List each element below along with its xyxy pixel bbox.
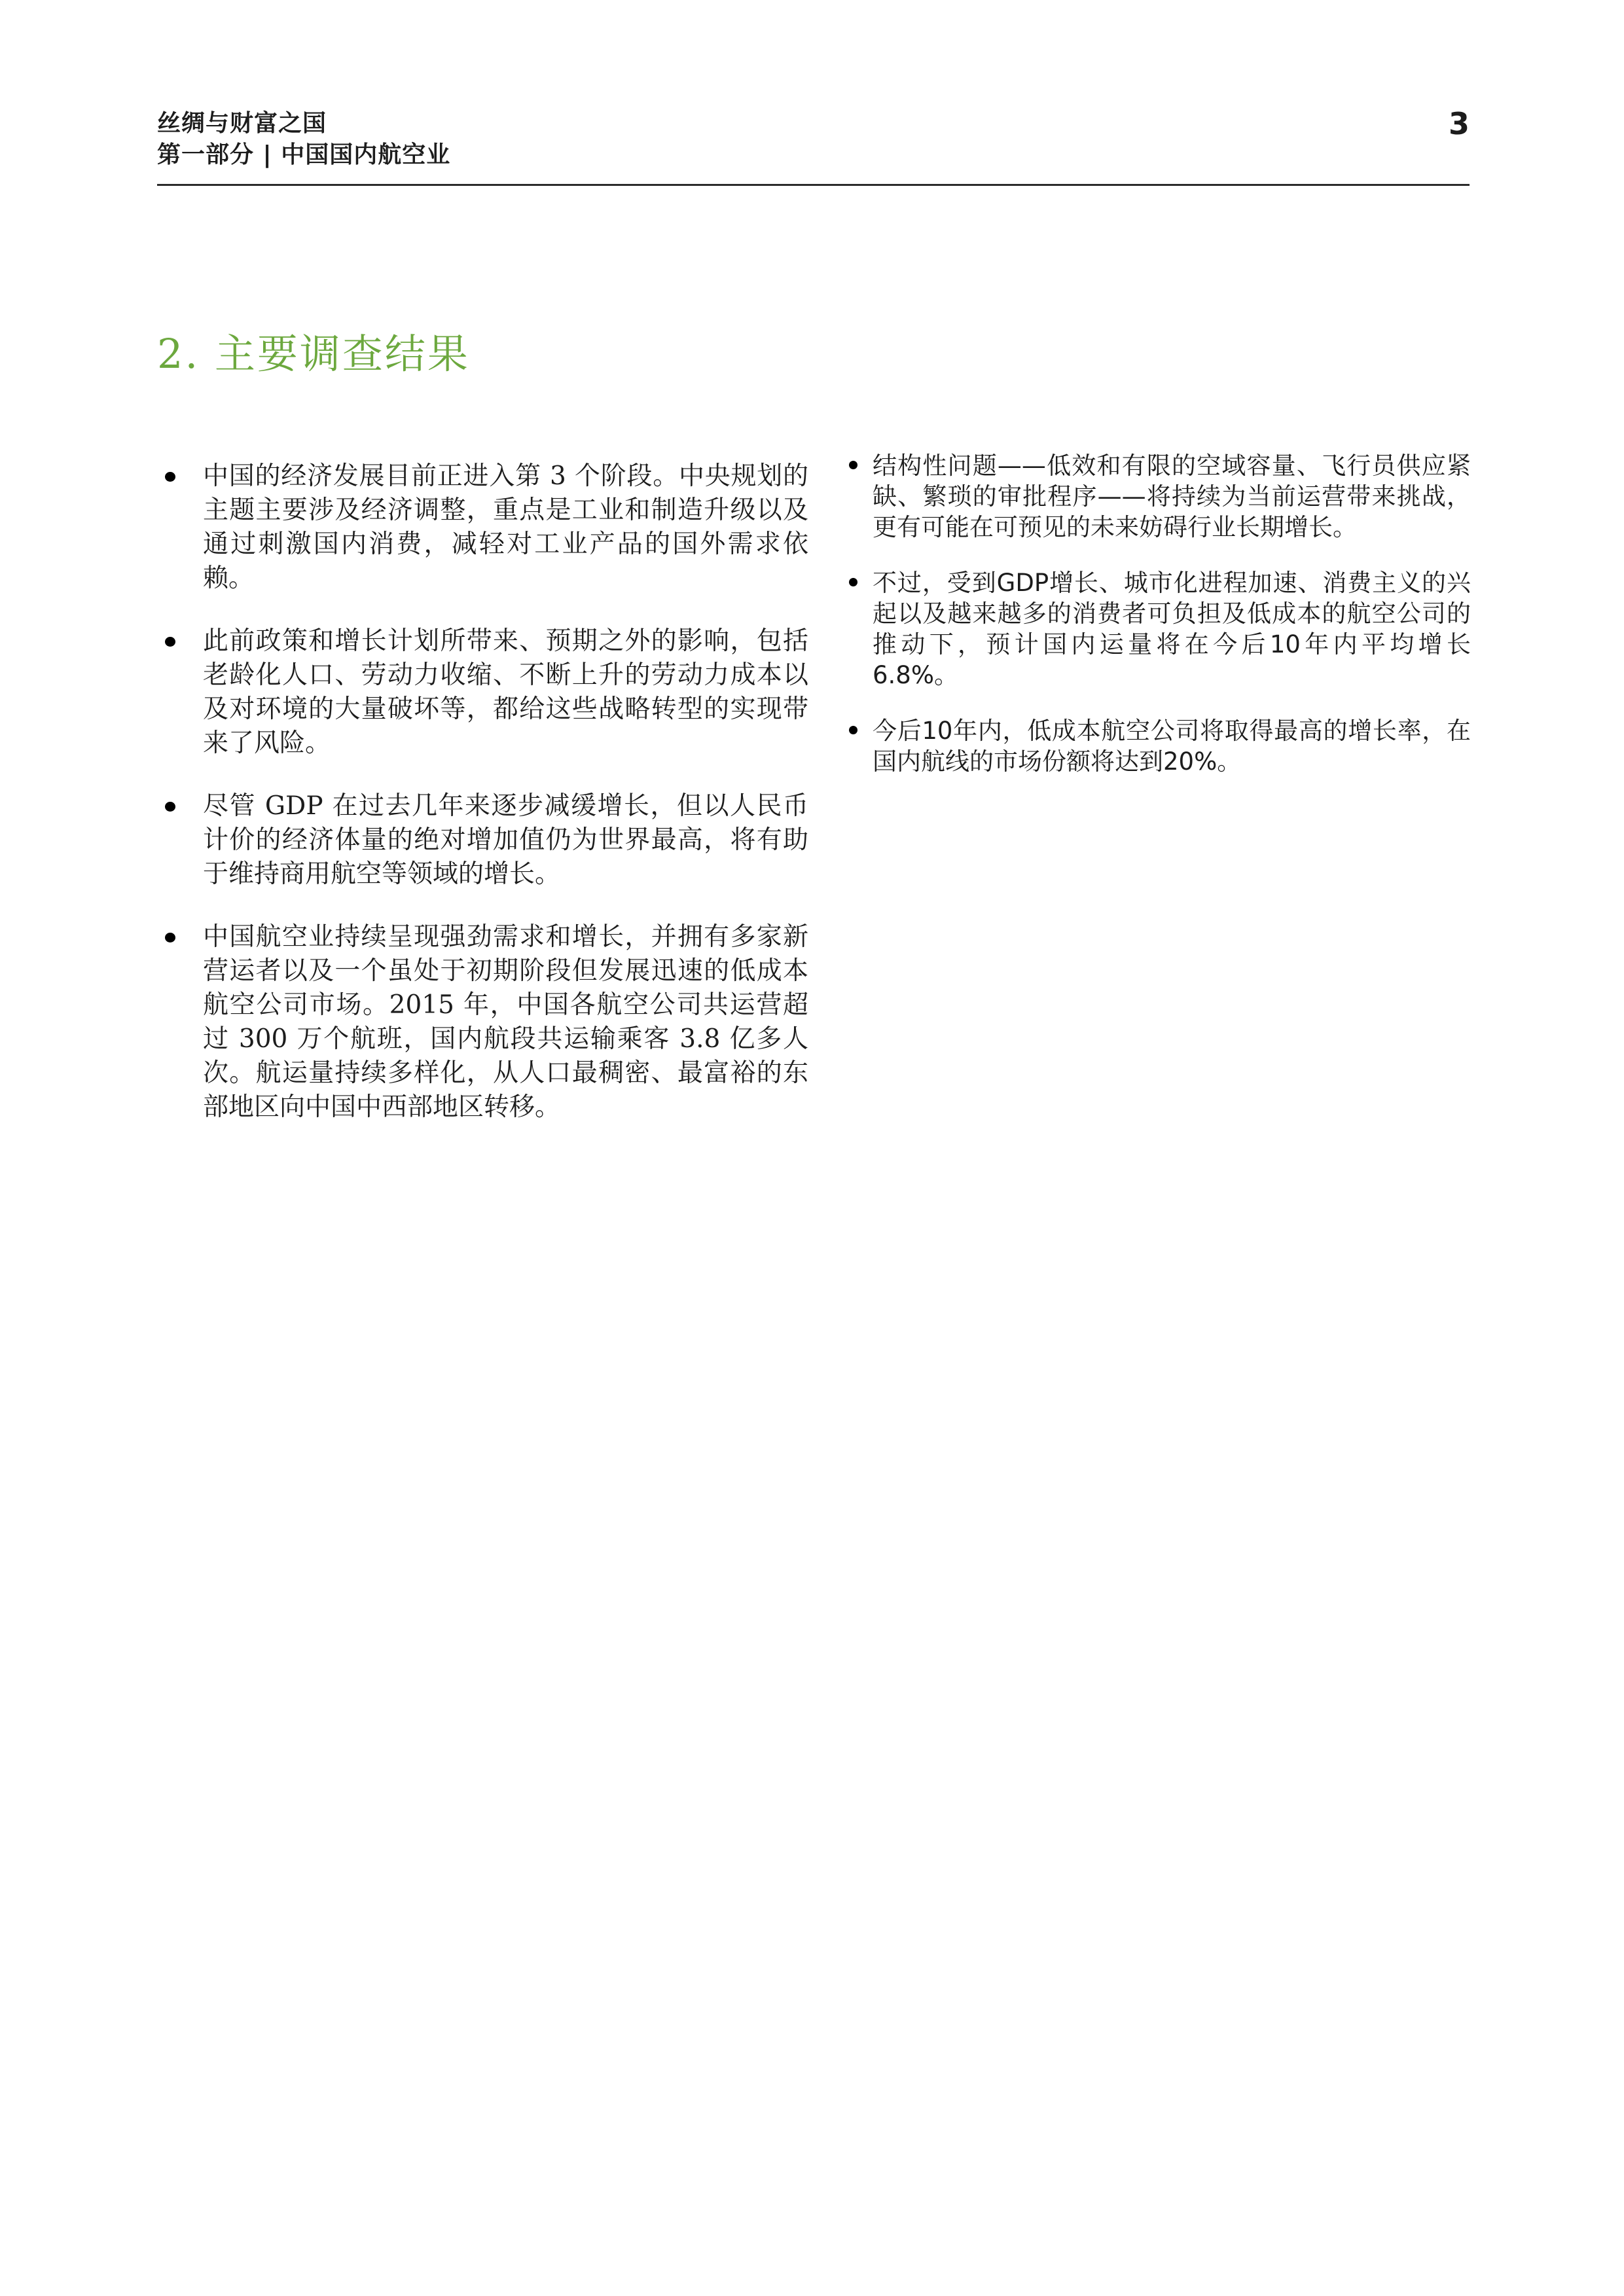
list-item xyxy=(849,715,1471,777)
section-breadcrumb: 第一部分 | 中国国内航空业 xyxy=(157,141,451,168)
list-item xyxy=(849,567,1471,691)
right-column xyxy=(849,450,1471,1124)
bullet-text: 中国的经济发展目前正进入第 3 个阶段。中央规划的主题主要涉及经济调整，重点是工业和制造升级以及通过刺激国内消费，减轻对工业产品的国外需求依赖。 xyxy=(203,461,808,593)
list-item xyxy=(849,450,1471,543)
bullet-icon xyxy=(165,472,175,482)
header-titles xyxy=(157,108,1470,171)
report-title: 丝绸与财富之国 xyxy=(157,110,327,137)
bullet-text: 今后10年内，低成本航空公司将取得最高的增长率，在国内航线的市场份额将达到20%。 xyxy=(873,717,1471,776)
page-number: 3 xyxy=(1448,106,1470,141)
list-item xyxy=(157,459,808,596)
left-bullet-list xyxy=(157,459,808,1124)
bullet-icon xyxy=(849,461,857,469)
bullet-text: 中国航空业持续呈现强劲需求和增长，并拥有多家新营运者以及一个虽处于初期阶段但发展迅速的低成本航空公司市场。2015 年，中国各航空公司共运营超过 300 万个航班，国内航段共运输乘客 3.8 亿多人次。航运量持续多样化，从人口最稠密、最富裕的东部地区向中国中西部地区转移。 xyxy=(203,922,808,1122)
right-bullet-list xyxy=(849,450,1471,777)
bullet-icon xyxy=(165,637,175,647)
page-title: 2. 主要调查结果 xyxy=(157,330,470,378)
list-item xyxy=(157,789,808,891)
list-item xyxy=(157,920,808,1124)
bullet-icon xyxy=(849,726,857,734)
bullet-icon xyxy=(849,578,857,586)
bullet-text: 结构性问题——低效和有限的空域容量、飞行员供应紧缺、繁琐的审批程序——将持续为当前运营带来挑战，更有可能在可预见的未来妨碍行业长期增长。 xyxy=(873,452,1471,541)
header-divider xyxy=(157,184,1470,186)
bullet-text: 不过，受到GDP增长、城市化进程加速、消费主义的兴起以及越来越多的消费者可负担及低成本的航空公司的推动下，预计国内运量将在今后10年内平均增长6.8%。 xyxy=(873,569,1471,689)
left-column xyxy=(157,450,808,1124)
bullet-icon xyxy=(165,933,175,942)
page-header xyxy=(157,108,1470,171)
list-item xyxy=(157,624,808,761)
bullet-icon xyxy=(165,802,175,812)
bullet-text: 尽管 GDP 在过去几年来逐步减缓增长，但以人民币计价的经济体量的绝对增加值仍为世界最高，将有助于维持商用航空等领域的增长。 xyxy=(203,791,808,889)
bullet-text: 此前政策和增长计划所带来、预期之外的影响，包括老龄化人口、劳动力收缩、不断上升的劳动力成本以及对环境的大量破坏等，都给这些战略转型的实现带来了风险。 xyxy=(203,626,808,758)
body-columns xyxy=(157,450,1471,1124)
